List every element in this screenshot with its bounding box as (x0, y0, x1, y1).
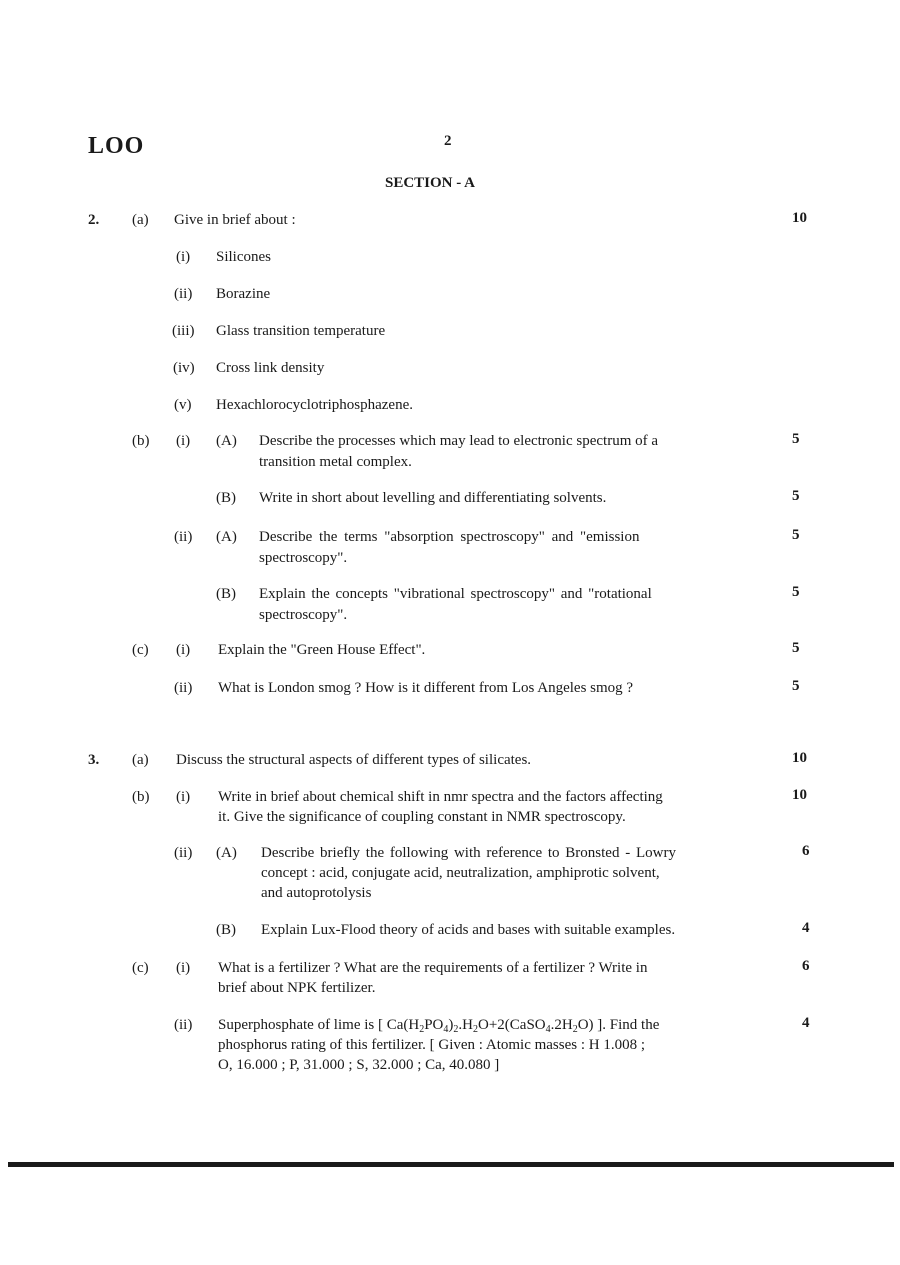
formula-part: O+2(CaSO (478, 1017, 546, 1033)
q2a-marks: 10 (792, 210, 807, 226)
q3b-ii-B-marks: 4 (802, 920, 810, 936)
q3b-ii-B-label: (B) (216, 922, 236, 938)
q3a-label: (a) (132, 752, 149, 768)
q2a-text: Give in brief about : (174, 212, 296, 228)
q2a-item-text: Cross link density (216, 360, 325, 376)
q2b-ii-label: (ii) (174, 529, 193, 545)
q3c-i-line2: brief about NPK fertilizer. (218, 980, 376, 996)
q3b-ii-A-line2: concept : acid, conjugate acid, neutralization, amphiprotic solvent, (261, 865, 660, 881)
q3b-i-label: (i) (176, 789, 191, 805)
question-number-2: 2. (88, 212, 100, 228)
q2b-i-A-line1: Describe the processes which may lead to electronic spectrum of a (259, 433, 659, 449)
page-number: 2 (444, 133, 452, 149)
q3c-ii-line3: O, 16.000 ; P, 31.000 ; S, 32.000 ; Ca, 40.080 ] (218, 1057, 500, 1073)
q2b-i-B-label: (B) (216, 490, 236, 506)
q2c-i-marks: 5 (792, 640, 800, 656)
paper-code: LOO (88, 133, 145, 159)
formula-part: ) (448, 1017, 454, 1033)
formula-part: Superphosphate of lime is [ Ca(H (218, 1017, 420, 1033)
q3c-ii-label: (ii) (174, 1017, 193, 1033)
formula-subscript: 2 (572, 1024, 578, 1035)
q3c-ii-line2: phosphorus rating of this fertilizer. [ Given : Atomic masses : H 1.008 ; (218, 1037, 646, 1053)
q2a-item-label: (iii) (172, 323, 195, 339)
q2b-ii-B-marks: 5 (792, 584, 800, 600)
q3b-i-line1: Write in brief about chemical shift in nmr spectra and the factors affecting (218, 789, 663, 805)
q3c-ii-line1 (218, 1015, 659, 1035)
q3c-ii-marks: 4 (802, 1015, 810, 1031)
q3b-ii-label: (ii) (174, 845, 193, 861)
q3b-label: (b) (132, 789, 150, 805)
formula-part: PO (424, 1017, 444, 1033)
formula-subscript: 2 (453, 1024, 459, 1035)
q2a-item-label: (iv) (173, 360, 195, 376)
question-number-3: 3. (88, 752, 100, 768)
q2a-item-text: Hexachlorocyclotriphosphazene. (216, 397, 413, 413)
formula-part: O) ]. Find the (577, 1017, 660, 1033)
q3b-ii-A-label: (A) (216, 845, 237, 861)
q2b-ii-B-label: (B) (216, 586, 236, 602)
formula-subscript: 2 (473, 1024, 478, 1035)
formula-part: .H (458, 1017, 473, 1033)
q2b-label: (b) (132, 433, 150, 449)
q2a-item-label: (i) (176, 249, 191, 265)
q3c-i-marks: 6 (802, 958, 810, 974)
q3c-label: (c) (132, 960, 149, 976)
q2b-ii-A-line2: spectroscopy". (259, 550, 348, 566)
formula-subscript: 4 (545, 1024, 551, 1035)
q3b-ii-A-marks: 6 (802, 843, 810, 859)
q2c-ii-text: What is London smog ? How is it different from Los Angeles smog ? (218, 680, 634, 696)
formula-subscript: 2 (419, 1024, 425, 1035)
q2b-ii-A-line1: Describe the terms "absorption spectroscopy" and "emission (259, 529, 640, 545)
q2b-ii-B-line1: Explain the concepts "vibrational spectroscopy" and "rotational (259, 586, 652, 602)
q3b-i-marks: 10 (792, 787, 807, 803)
q2b-i-A-label: (A) (216, 433, 237, 449)
formula-part: .2H (550, 1017, 573, 1033)
q2b-ii-A-marks: 5 (792, 527, 800, 543)
q2b-i-label: (i) (176, 433, 191, 449)
q2b-i-B-line1: Write in short about levelling and differentiating solvents. (259, 490, 607, 506)
q3a-marks: 10 (792, 750, 807, 766)
q3b-ii-A-line1: Describe briefly the following with reference to Bronsted - Lowry (261, 845, 676, 861)
section-heading: SECTION - A (384, 175, 476, 191)
q3c-i-line1: What is a fertilizer ? What are the requirements of a fertilizer ? Write in (218, 960, 648, 976)
q2a-label: (a) (132, 212, 149, 228)
q2c-ii-marks: 5 (792, 678, 800, 694)
q2a-item-text: Glass transition temperature (216, 323, 386, 339)
q2b-i-B-marks: 5 (792, 488, 800, 504)
q2c-ii-label: (ii) (174, 680, 193, 696)
q3c-i-label: (i) (176, 960, 191, 976)
q2c-i-text: Explain the "Green House Effect". (218, 642, 426, 658)
q3b-ii-B-line1: Explain Lux-Flood theory of acids and bases with suitable examples. (261, 922, 676, 938)
q2c-label: (c) (132, 642, 149, 658)
q2c-i-label: (i) (176, 642, 191, 658)
q2a-item-text: Borazine (216, 286, 271, 302)
q2b-ii-A-label: (A) (216, 529, 237, 545)
q2b-i-A-line2: transition metal complex. (259, 454, 412, 470)
formula-subscript: 4 (443, 1024, 449, 1035)
q2a-item-label: (v) (174, 397, 192, 413)
q2a-item-text: Silicones (216, 249, 271, 265)
q3b-i-line2: it. Give the significance of coupling constant in NMR spectroscopy. (218, 809, 626, 825)
q3a-text: Discuss the structural aspects of different types of silicates. (176, 752, 532, 768)
footer-rule (8, 1162, 894, 1167)
q2b-i-A-marks: 5 (792, 431, 800, 447)
q2b-ii-B-line2: spectroscopy". (259, 607, 348, 623)
q2a-item-label: (ii) (174, 286, 193, 302)
q3b-ii-A-line3: and autoprotolysis (261, 885, 372, 901)
